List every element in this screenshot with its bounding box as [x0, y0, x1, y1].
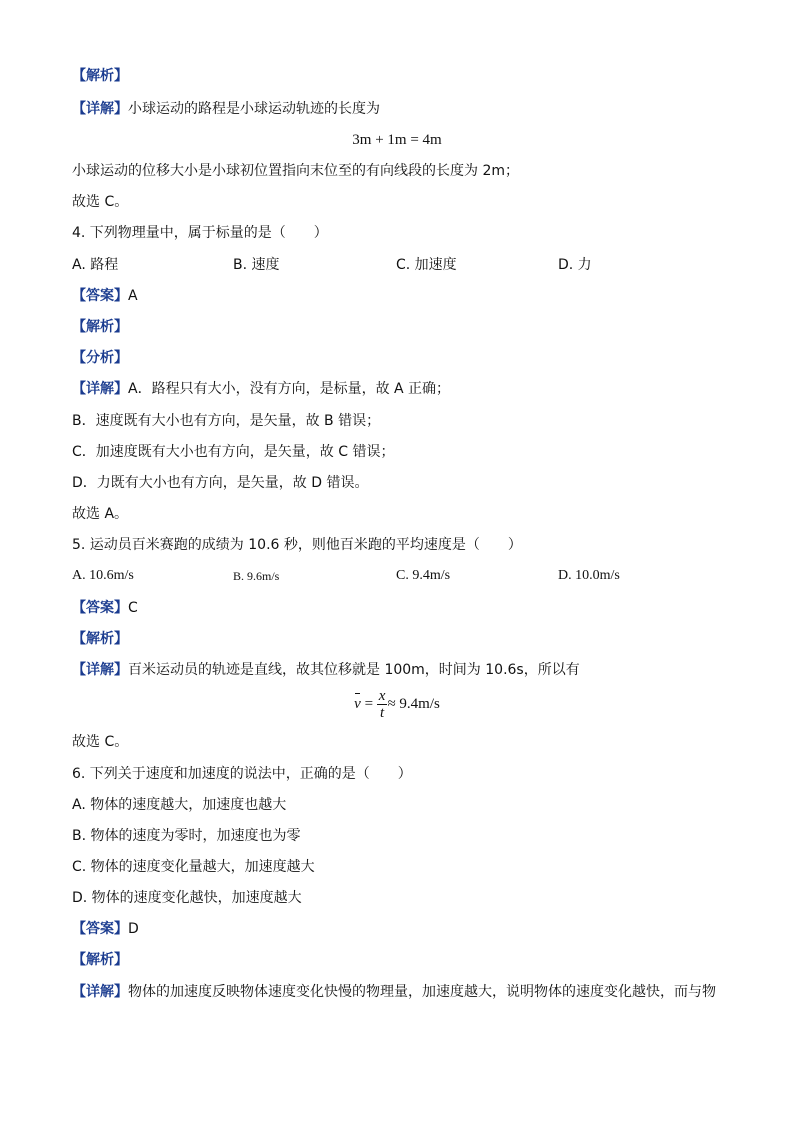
analysis-heading: 【解析】 — [72, 319, 128, 335]
detail-tag: 【详解】 — [72, 984, 128, 1000]
analysis-heading: 【解析】 — [72, 631, 128, 647]
option-d: D. 物体的速度变化越快，加速度越大 — [72, 890, 302, 906]
detail-text: A．路程只有大小，没有方向，是标量，故 A 正确； — [128, 381, 451, 397]
answer-tag: 【答案】 — [72, 600, 128, 616]
detail-paragraph — [72, 661, 580, 679]
analysis-subheading: 【分析】 — [72, 350, 128, 366]
detail-text: D．力既有大小也有方向，是矢量，故 D 错误。 — [72, 475, 369, 491]
conclusion-text: 故选 C。 — [72, 734, 129, 750]
average-velocity-symbol: v — [354, 695, 361, 712]
option-a: A. 物体的速度越大，加速度也越大 — [72, 797, 287, 813]
question-stem: 4. 下列物理量中，属于标量的是（ ） — [72, 225, 328, 241]
conclusion-text: 故选 C。 — [72, 194, 129, 210]
detail-text: 小球运动的路程是小球运动轨迹的长度为 — [128, 101, 380, 117]
option-b: B. 速度 — [233, 257, 280, 273]
fraction-x-over-t — [377, 688, 388, 721]
detail-text: 物体的加速度反映物体速度变化快慢的物理量，加速度越大，说明物体的速度变化越快，而与物 — [128, 984, 716, 1000]
option-b: B. 9.6m/s — [233, 569, 280, 583]
fraction-denominator: t — [380, 705, 385, 721]
answer-tag: 【答案】 — [72, 921, 128, 937]
detail-paragraph — [72, 380, 450, 398]
answer-tag: 【答案】 — [72, 288, 128, 304]
answer-value: D — [128, 921, 139, 937]
detail-text: C．加速度既有大小也有方向，是矢量，故 C 错误； — [72, 444, 395, 460]
option-a: A. 路程 — [72, 257, 119, 273]
answer-line — [72, 920, 139, 938]
detail-tag: 【详解】 — [72, 662, 128, 678]
displacement-text: 小球运动的位移大小是小球初位置指向末位至的有向线段的长度为 2m； — [72, 163, 519, 179]
conclusion-text: 故选 A。 — [72, 506, 129, 522]
answer-line — [72, 287, 138, 305]
option-c: C. 物体的速度变化量越大，加速度越大 — [72, 859, 315, 875]
answer-value: A — [128, 288, 138, 304]
fraction-numerator: x — [378, 688, 386, 704]
option-d: D. 10.0m/s — [558, 568, 620, 583]
detail-text: 百米运动员的轨迹是直线，故其位移就是 100m，时间为 10.6s，所以有 — [128, 662, 580, 678]
analysis-heading: 【解析】 — [72, 68, 128, 84]
option-a: A. 10.6m/s — [72, 568, 134, 583]
equals-sign: = — [360, 695, 377, 712]
detail-paragraph — [72, 983, 716, 1001]
detail-tag: 【详解】 — [72, 381, 128, 397]
answer-value: C — [128, 600, 138, 616]
option-b: B. 物体的速度为零时，加速度也为零 — [72, 828, 301, 844]
answer-line — [72, 599, 138, 617]
analysis-heading: 【解析】 — [72, 952, 128, 968]
distance-equation: 3m + 1m = 4m — [352, 132, 442, 148]
velocity-equation — [0, 688, 794, 721]
question-stem: 6. 下列关于速度和加速度的说法中，正确的是（ ） — [72, 766, 412, 782]
equation-result: ≈ 9.4m/s — [387, 695, 440, 712]
question-stem: 5. 运动员百米赛跑的成绩为 10.6 秒，则他百米跑的平均速度是（ ） — [72, 537, 522, 553]
option-d: D. 力 — [558, 257, 592, 273]
option-c: C. 加速度 — [396, 257, 457, 273]
option-c: C. 9.4m/s — [396, 568, 451, 583]
detail-tag: 【详解】 — [72, 101, 128, 117]
detail-paragraph — [72, 100, 380, 118]
detail-text: B．速度既有大小也有方向，是矢量，故 B 错误； — [72, 413, 381, 429]
